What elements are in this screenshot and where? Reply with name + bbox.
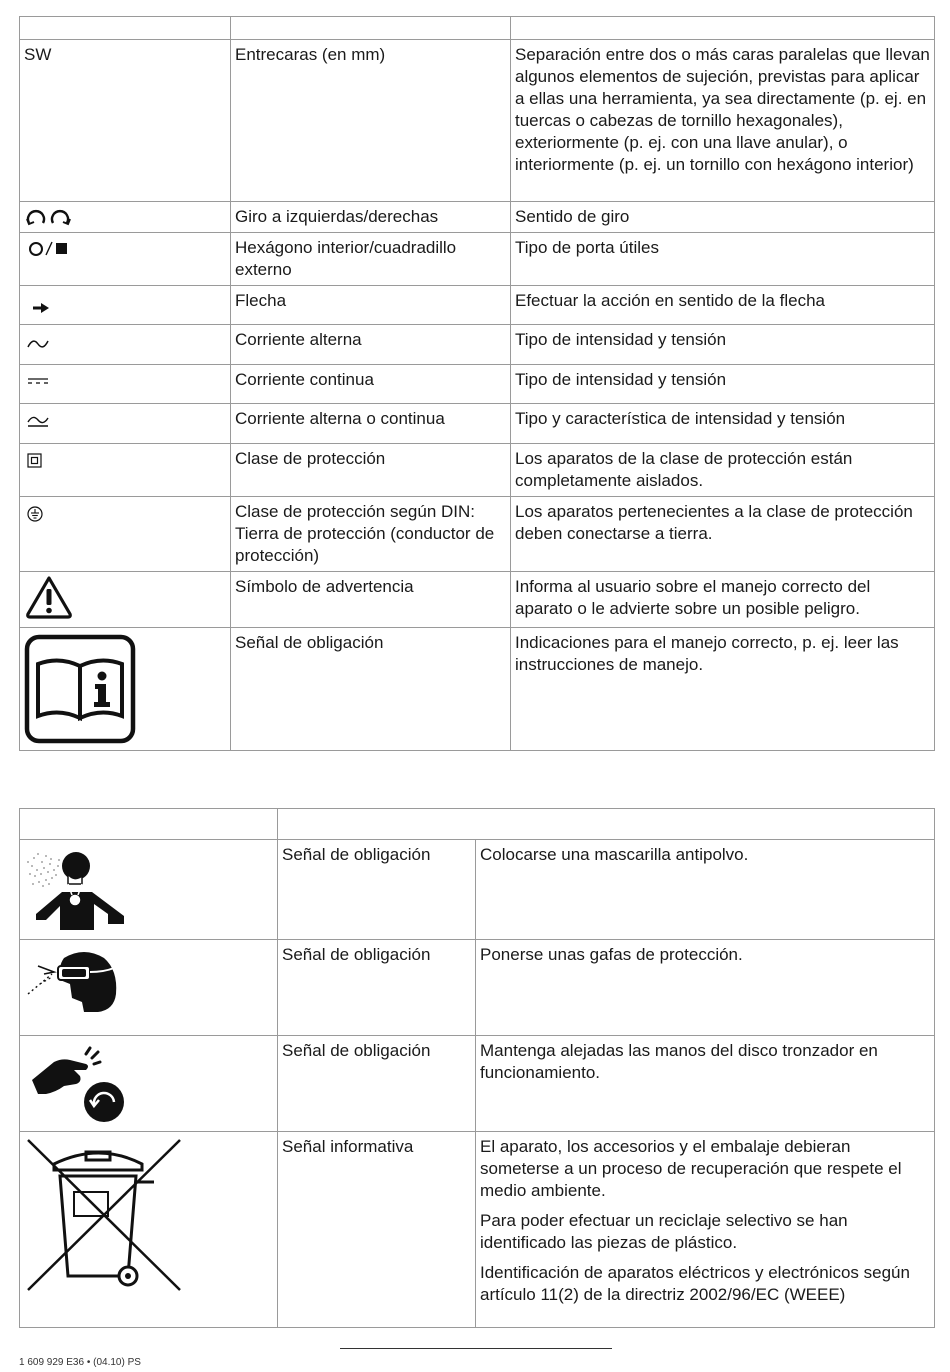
table-row bbox=[20, 572, 935, 628]
symbols-table bbox=[19, 16, 935, 751]
symbol-description: Indicaciones para el manejo correcto, p. ej. leer las instrucciones de manejo. bbox=[511, 628, 935, 751]
protection-class-ii-icon bbox=[24, 448, 54, 472]
symbol-name: Símbolo de advertencia bbox=[231, 572, 511, 628]
table-row bbox=[20, 1036, 935, 1132]
symbol-description: Tipo y característica de intensidad y tensión bbox=[511, 404, 935, 444]
table-row bbox=[20, 40, 935, 202]
sign-description: Colocarse una mascarilla antipolvo. bbox=[476, 840, 935, 940]
symbol-description: Efectuar la acción en sentido de la flecha bbox=[511, 286, 935, 325]
sign-description: Mantenga alejadas las manos del disco tronzador en funcionamiento. bbox=[476, 1036, 935, 1132]
symbol-name: Flecha bbox=[231, 286, 511, 325]
footer-code: 1 609 929 E36 • (04.10) PS bbox=[19, 1357, 141, 1368]
sign-description: El aparato, los accesorios y el embalaje debieran someterse a un proceso de recuperación que respete el medio ambiente. Para poder efectuar un reciclaje selectivo se han identificado las piezas de plástico. Identificación de aparatos eléctricos y electrónicos según artículo 11(2) de la directriz 2002/96/EC (WEEE) bbox=[476, 1132, 935, 1328]
table-header-row bbox=[20, 809, 935, 840]
table-row bbox=[20, 497, 935, 572]
symbol-description: Los aparatos pertenecientes a la clase de protección deben conectarse a tierra. bbox=[511, 497, 935, 572]
sign-description: Ponerse unas gafas de protección. bbox=[476, 940, 935, 1036]
warning-triangle-icon bbox=[24, 574, 74, 620]
safety-signs-table bbox=[19, 808, 935, 1328]
symbol-name: Giro a izquierdas/derechas bbox=[231, 202, 511, 233]
arrow-right-icon bbox=[24, 290, 54, 316]
direct-current-icon bbox=[24, 369, 54, 391]
alternating-current-icon bbox=[24, 329, 54, 355]
hex-socket-square-drive-icon bbox=[24, 237, 74, 259]
table-row bbox=[20, 628, 935, 751]
symbol-description: Tipo de intensidad y tensión bbox=[511, 365, 935, 404]
table-row bbox=[20, 325, 935, 365]
symbol-description: Sentido de giro bbox=[511, 202, 935, 233]
rotation-left-right-icon bbox=[24, 206, 74, 228]
sign-name: Señal de obligación bbox=[278, 1036, 476, 1132]
sign-name: Señal de obligación bbox=[278, 840, 476, 940]
sign-name: Señal informativa bbox=[278, 1132, 476, 1328]
symbol-description: Tipo de intensidad y tensión bbox=[511, 325, 935, 365]
symbol-name: Corriente continua bbox=[231, 365, 511, 404]
footer-divider bbox=[340, 1348, 612, 1349]
table-row bbox=[20, 286, 935, 325]
symbol-cell: SW bbox=[20, 40, 231, 202]
symbol-name: Corriente alterna bbox=[231, 325, 511, 365]
table-row bbox=[20, 840, 935, 940]
protective-earth-icon bbox=[24, 501, 54, 525]
symbol-description: Informa al usuario sobre el manejo correcto del aparato o le advierte sobre un posible peligro. bbox=[511, 572, 935, 628]
symbol-name: Hexágono interior/cuadradillo externo bbox=[231, 233, 511, 286]
keep-hands-away-icon bbox=[24, 1040, 134, 1126]
symbol-description: Tipo de porta útiles bbox=[511, 233, 935, 286]
symbol-name: Clase de protección según DIN: Tierra de protección (conductor de protección) bbox=[231, 497, 511, 572]
table-row bbox=[20, 404, 935, 444]
table-row bbox=[20, 202, 935, 233]
symbol-name: Señal de obligación bbox=[231, 628, 511, 751]
table-row bbox=[20, 940, 935, 1036]
table-row bbox=[20, 365, 935, 404]
symbol-name: Corriente alterna o continua bbox=[231, 404, 511, 444]
table-row bbox=[20, 233, 935, 286]
symbol-description: Los aparatos de la clase de protección están completamente aislados. bbox=[511, 444, 935, 497]
symbol-name: Clase de protección bbox=[231, 444, 511, 497]
read-manual-icon bbox=[24, 634, 136, 744]
table-header-row bbox=[20, 17, 935, 40]
safety-goggles-icon bbox=[24, 944, 124, 1018]
table-row bbox=[20, 1132, 935, 1328]
symbol-name: Entrecaras (en mm) bbox=[231, 40, 511, 202]
symbol-description: Separación entre dos o más caras paralelas que llevan algunos elementos de sujeción, previstas para aplicar a ellas una herramienta, ya sea directamente (p. ej. en tuercas o cabezas de tornillo hexagonales), exteriormente (p. ej. con una llave anular), o interiormente (p. ej. un tornillo con hexágono interior) bbox=[511, 40, 935, 202]
crossed-bin-weee-icon bbox=[24, 1136, 184, 1296]
ac-dc-current-icon bbox=[24, 408, 54, 434]
dust-mask-icon bbox=[24, 844, 134, 932]
table-row bbox=[20, 444, 935, 497]
sign-name: Señal de obligación bbox=[278, 940, 476, 1036]
